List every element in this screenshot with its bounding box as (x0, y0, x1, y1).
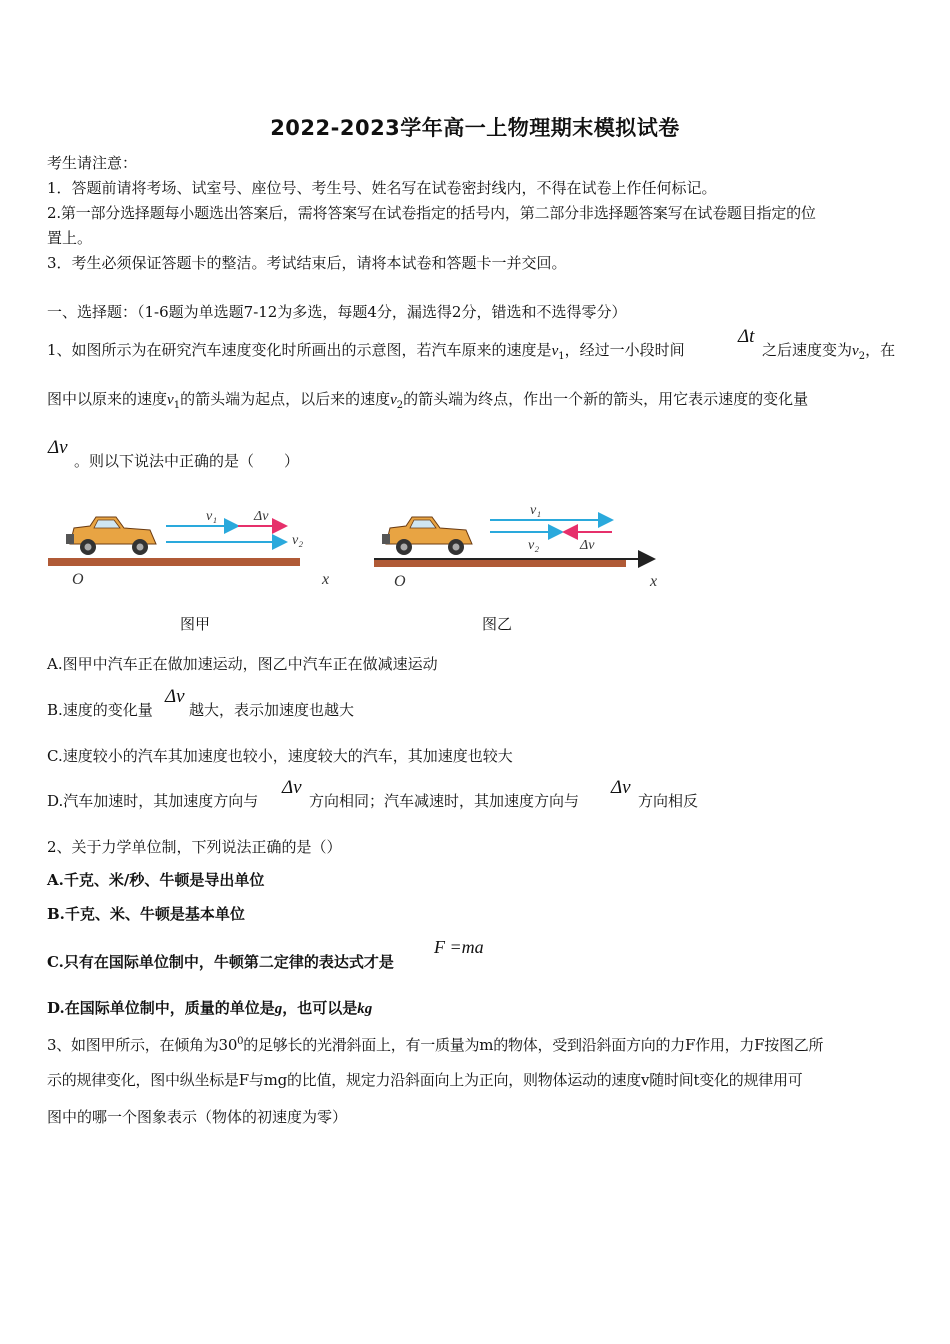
q1-v2-sub: 2 (858, 351, 866, 362)
q1-text-c: 之后速度变为 (762, 341, 853, 359)
notice-heading: 考生请注意： (47, 154, 138, 172)
q1-line1-end (762, 340, 895, 367)
label-v2-left: v₂ (292, 533, 304, 548)
car-left-icon (66, 517, 156, 555)
notice-2-cont: 置上。 (47, 229, 93, 247)
figure-right-caption: 图乙 (482, 615, 513, 633)
label-v2-right: v₂ (528, 538, 540, 553)
q2-option-d-kg: kg (357, 1001, 373, 1017)
q1-option-b-a: B.速度的变化量 (47, 701, 153, 719)
q2-option-d-b: ，也可以是 (282, 999, 358, 1017)
q2-option-d-g: g (274, 1001, 283, 1017)
q2-option-c: C.只有在国际单位制中，牛顿第二定律的表达式才是 (47, 953, 394, 971)
q1-line3: 。则以下说法中正确的是（ ） (74, 452, 300, 470)
q1-text-g: 的箭头端为终点，作出一个新的箭头，用它表示速度的变化量 (403, 390, 809, 408)
q3-degree: 0 (237, 1036, 244, 1047)
notice-3: 3．考生必须保证答题卡的整洁。考试结束后，请将本试卷和答题卡一并交回。 (47, 254, 567, 272)
q2-stem: 2、关于力学单位制，下列说法正确的是（） (47, 838, 342, 856)
section-heading: 一、选择题：（1-6题为单选题7-12为多选，每题4分，漏选得2分，错选和不选得零分） (47, 303, 627, 321)
label-v1-right: v₁ (530, 503, 542, 518)
figure-left-caption: 图甲 (180, 615, 211, 633)
page-title: 2022-2023学年高一上物理期末模拟试卷 (270, 116, 680, 140)
q1-v1: v (551, 343, 559, 359)
q1-text-f: 的箭头端为起点，以后来的速度 (180, 390, 391, 408)
q2-option-d-a: D.在国际单位制中，质量的单位是 (47, 999, 275, 1017)
q1-line1 (47, 340, 685, 367)
notice-2: 2.第一部分选择题每小题选出答案后，需将答案写在试卷指定的括号内，第二部分非选择题答案写在试卷题目指定的位 (47, 204, 816, 222)
q1-option-b-b: 越大，表示加速度也越大 (189, 701, 355, 719)
label-dv-left: Δv (254, 509, 269, 524)
q1-option-d-dv1: Δv (282, 777, 302, 798)
label-x-right: x (650, 573, 658, 590)
q1-v2: v (852, 343, 859, 359)
q2-option-d (47, 998, 372, 1019)
q2-option-a: A.千克、米/秒、牛顿是导出单位 (47, 871, 265, 889)
label-v1-left: v₁ (206, 509, 218, 524)
q1-v1-ref-sub: 1 (173, 400, 181, 411)
car-right-icon (382, 517, 472, 555)
q1-option-a: A.图甲中汽车正在做加速运动，图乙中汽车正在做减速运动 (47, 655, 438, 673)
q1-option-d-a: D.汽车加速时，其加速度方向与 (47, 792, 259, 810)
q3-line2: 示的规律变化，图中纵坐标是F与mg的比值，规定力沿斜面向上为正向，则物体运动的速度v随时间t变化的规律用可 (47, 1071, 803, 1089)
notice-1: 1．答题前请将考场、试室号、座位号、考生号、姓名写在试卷密封线内，不得在试卷上作任何标记。 (47, 179, 717, 197)
q1-v1-sub: 1 (558, 351, 565, 362)
q1-text-e: 图中以原来的速度 (47, 390, 168, 408)
q2-option-b: B.千克、米、牛顿是基本单位 (47, 905, 245, 923)
label-origin-left: O (72, 571, 84, 588)
q1-option-b-dv: Δv (165, 686, 185, 707)
label-x-left: x (322, 571, 330, 588)
q1-text-a: 1、如图所示为在研究汽车速度变化时所画出的示意图，若汽车原来的速度是 (47, 341, 552, 359)
ground-left (48, 558, 300, 566)
q2-formula: F =ma (434, 937, 484, 957)
q3-line3: 图中的哪一个图象表示（物体的初速度为零） (47, 1108, 348, 1126)
q1-option-d-b: 方向相同；汽车减速时，其加速度方向与 (309, 792, 580, 810)
q1-figure (40, 498, 680, 598)
ground-right (374, 560, 626, 567)
q3-text-b: 的足够长的光滑斜面上，有一质量为m的物体，受到沿斜面方向的力F作用，力F按图乙所 (243, 1036, 824, 1054)
q1-v1-ref: v (167, 392, 174, 408)
q3-text-a: 3、如图甲所示，在倾角为30 (47, 1036, 238, 1054)
q1-option-d-dv2: Δv (611, 777, 631, 798)
label-dv-right: Δv (580, 538, 595, 553)
figure-right-panel (374, 503, 657, 590)
q1-delta-v: Δv (48, 437, 68, 458)
q1-option-c: C.速度较小的汽车其加速度也较小，速度较大的汽车，其加速度也较大 (47, 747, 513, 765)
q3-line1 (47, 1032, 823, 1055)
q1-option-d-c: 方向相反 (638, 792, 699, 810)
q1-v2-ref-sub: 2 (396, 400, 404, 411)
figure-left-panel (48, 509, 329, 588)
label-origin-right: O (394, 573, 406, 590)
q1-text-d: ，在 (865, 341, 896, 359)
q1-text-b: ，经过一小段时间 (564, 341, 685, 359)
q1-line2 (47, 389, 808, 416)
q1-delta-t: Δt (738, 326, 755, 347)
q1-v2-ref: v (390, 392, 397, 408)
